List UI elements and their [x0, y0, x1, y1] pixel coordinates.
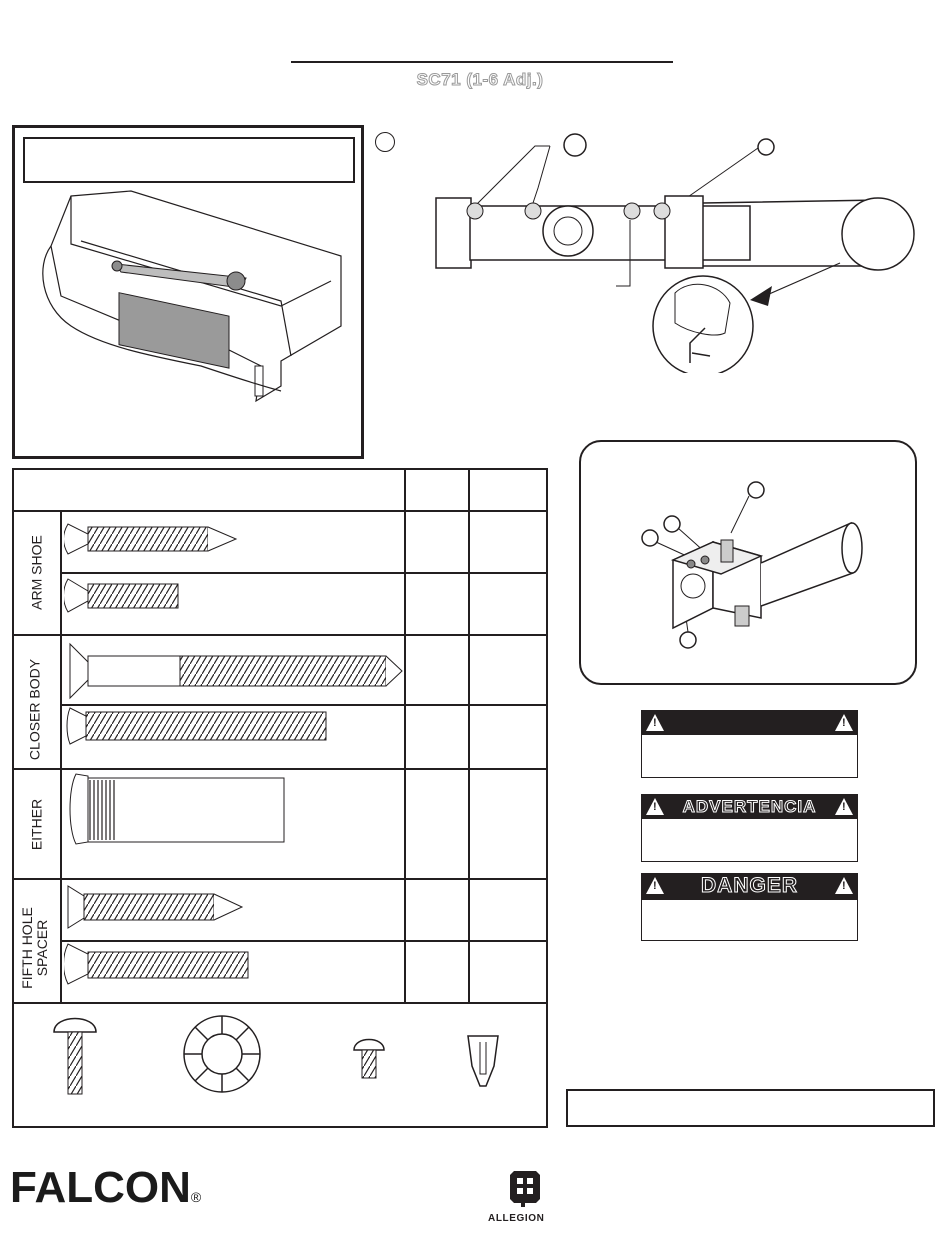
title-rule: [291, 61, 673, 63]
allegion-wordmark: ALLEGION: [488, 1213, 545, 1224]
warning-triangle-icon: !: [646, 798, 664, 815]
warning-header: [642, 711, 857, 735]
warning-triangle-icon: !: [835, 877, 853, 894]
callout-circle: [564, 134, 586, 156]
row-label-fifth-hole-spacer: FIFTH HOLE SPACER: [19, 907, 50, 989]
closer-adjustment-diagram: [420, 128, 920, 373]
warning-label-danger: [641, 873, 858, 941]
callout-circle: [748, 482, 764, 498]
screw-drawings: [64, 514, 404, 1002]
warning-header: [642, 795, 857, 819]
callout-circle: [664, 516, 680, 532]
callout-circle: [758, 139, 774, 155]
warning-triangle-icon: !: [835, 714, 853, 731]
warning-title: DANGER: [700, 874, 798, 897]
row-label-closer-body: CLOSER BODY: [26, 658, 43, 761]
callout-circle: [680, 632, 696, 648]
warning-triangle-icon: !: [646, 714, 664, 731]
callout-circle: [375, 132, 395, 152]
door-closer-mounted-illustration: [31, 186, 351, 416]
page-subtitle: SC71 (1-6 Adj.): [416, 70, 544, 89]
row-label-arm-shoe: ARM SHOE: [28, 535, 45, 610]
closer-valve-detail-panel: [579, 440, 917, 685]
accessory-hardware-drawings: [34, 1006, 534, 1124]
row-label-either: EITHER: [28, 798, 45, 851]
falcon-logo: FALCON®: [10, 1163, 202, 1212]
closer-body-valve-illustration: [621, 478, 911, 658]
installation-illustration-panel: [12, 125, 364, 459]
illustration-caption-box: [23, 137, 355, 183]
warning-label-1: [641, 710, 858, 778]
warning-triangle-icon: !: [835, 798, 853, 815]
hardware-table: [12, 468, 548, 1128]
warning-label-advertencia: [641, 794, 858, 862]
warning-title: ADVERTENCIA: [682, 797, 817, 816]
note-box: [566, 1089, 935, 1127]
callout-circle: [642, 530, 658, 546]
warning-header: [642, 874, 857, 900]
allegion-logo-icon: [508, 1169, 542, 1209]
warning-triangle-icon: !: [646, 877, 664, 894]
